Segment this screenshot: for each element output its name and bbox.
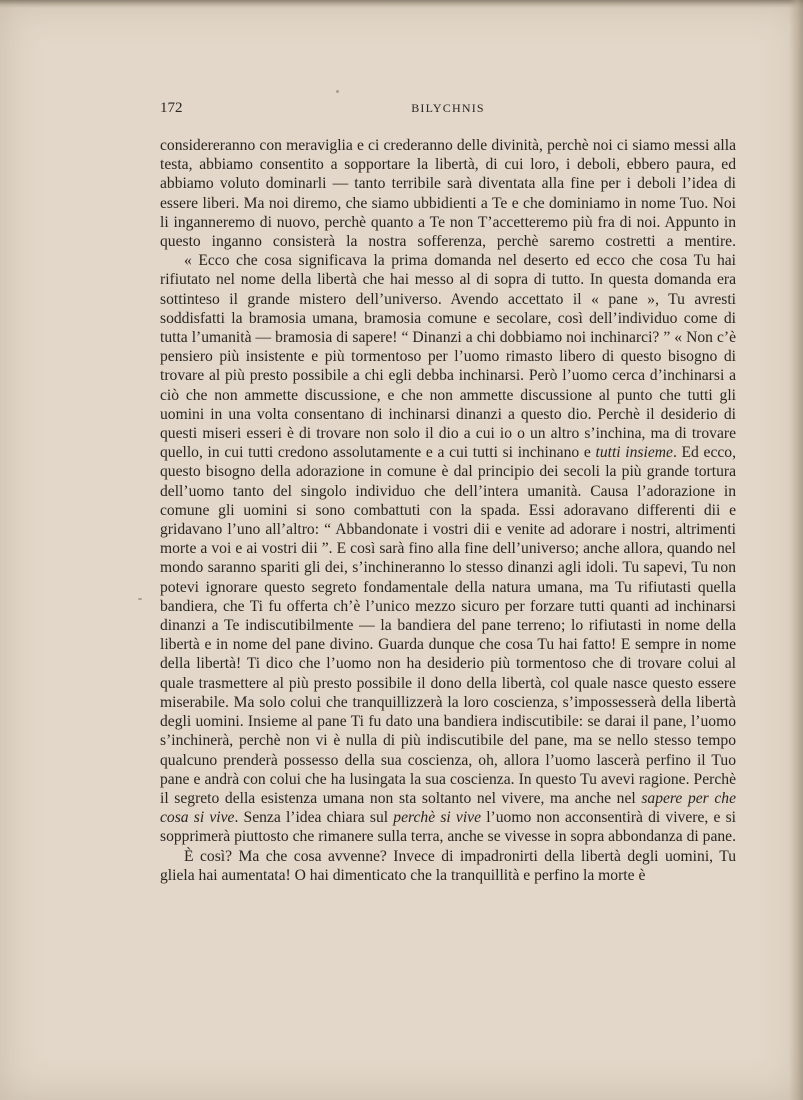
page-number: 172 (160, 100, 183, 116)
running-title: BILYCHNIS (411, 101, 485, 115)
text-run: « Ecco che cosa significava la prima domanda nel deserto ed ecco che cosa Tu hai rifiutato nel nome della libertà che hai messo al di sopra di tutto. In questa domanda era sottinteso il grande mistero dell’universo. Avendo accettato il « pane », Tu avresti soddisfatti la bramosia umana, bramosia comune e secolare, così dell’individuo come di tutta l’umanità — bramosia di sapere! “ Dinanzi a chi dobbiamo noi inchinarci? ” « Non c’è pensiero più insistente e più tormentoso per l’uomo rimasto libero di questo bisogno di trovare al più presto possibile a chi egli debba inchinarsi. Però l’uomo cerca d’inchinarsi a ciò che non ammette discussione, e che non ammette discussione al punto che tutti gli uomini in una volta consentano di inchinarsi dinanzi a questo dio. Perchè il desiderio di questi miseri esseri è di trovare non solo il dio a cui io o un altro s’inchina, ma di trovare quello, in cui tutti credono assolutamente e a cui tutti si inchinano e (160, 252, 736, 462)
italic-text-run: perchè si vive (393, 809, 482, 827)
paragraph (160, 847, 736, 885)
page-top-edge (0, 0, 803, 8)
body-text (160, 136, 736, 885)
text-run: . Senza l’idea chiara sul (234, 809, 394, 827)
italic-text-run: tutti insieme (595, 444, 673, 462)
paragraph (160, 251, 736, 846)
page-header (160, 100, 736, 122)
paper-spot (336, 90, 339, 93)
text-run: . Ed ecco, questo bisogno della adorazione in comune è dal principio dei secoli la più grande tortura dell’uomo tanto del singolo individuo che dell’intera umanità. Causa l’adorazione in comune gli uomini si sono combattuti con la spada. Essi adoravano differenti dii e gridavano l’uno all’altro: “ Abbandonate i vostri dii e venite ad adorare i nostri, altrimenti morte a voi e ai vostri dii ”. E così sarà fino alla fine dell’universo; anche allora, quando nel mondo saranno spariti gli dei, s’inchineranno lo stesso dinanzi agli idoli. Tu sapevi, Tu non potevi ignorare questo segreto fondamentale della natura umana, ma Tu rifiutasti quella bandiera, che Ti fu offerta ch’è l’unico mezzo sicuro per forzare tutti quanti ad inchinarsi dinanzi a Te indiscutibilmente — la bandiera del pane terreno; lo rifiutasti in nome della libertà e in nome del pane divino. Guarda dunque che cosa Tu hai fatto! E sempre in nome della libertà! Ti dico che l’uomo non ha desiderio più tormentoso che di trovare colui al quale trasmettere al più presto possibile il dono della libertà, col quale nasce questo essere miserabile. Ma solo colui che tranquillizzerà la loro coscienza, s’impossesserà della libertà degli uomini. Insieme al pane Ti fu dato una bandiera indiscutibile: se darai il pane, l’uomo s’inchinerà, perchè non vi è nulla di più indiscutibile del pane, ma se nello stesso tempo qualcuno prenderà possesso della sua coscienza, oh, allora l’uomo lascerà perfino il Tuo pane e andrà con colui che ha lusingata la sua coscienza. In questo Tu avevi ragione. Perchè il segreto della esistenza umana non sta soltanto nel vivere, ma anche nel (160, 444, 736, 807)
text-run: È così? Ma che cosa avvenne? Invece di impadronirti della libertà degli uomini, Tu gliela hai aumentata! O hai dimenticato che la tranquillità e perfino la morte è (160, 847, 736, 884)
text-run: considereranno con meraviglia e ci crederanno delle divinità, perchè noi ci siamo messi alla testa, abbiamo consentito a sopportare la libertà, di cui loro, i deboli, ebbero paura, ed abbiamo voluto dominarli — tanto terribile sarà diventata alla fine per i deboli l’idea di essere liberi. Ma noi diremo, che siamo ubbidienti a Te e che dominiamo in nome Tuo. Noi li inganneremo di nuovo, perchè quanto a Te non T’accetteremo più fra di noi. Appunto in questo inganno consisterà la nostra sofferenza, perchè saremo costretti a mentire. (160, 137, 736, 251)
italic-text-run: sapere per che cosa si vive (160, 789, 736, 827)
page-right-edge (789, 0, 803, 1100)
text-run: l’uomo non acconsentirà di vivere, e si sopprimerà piuttosto che rimanere sulla terra, anche se vivesse in sopra abbondanza di pane. (160, 809, 736, 846)
paragraph (160, 136, 736, 251)
paper-spot (138, 598, 142, 600)
